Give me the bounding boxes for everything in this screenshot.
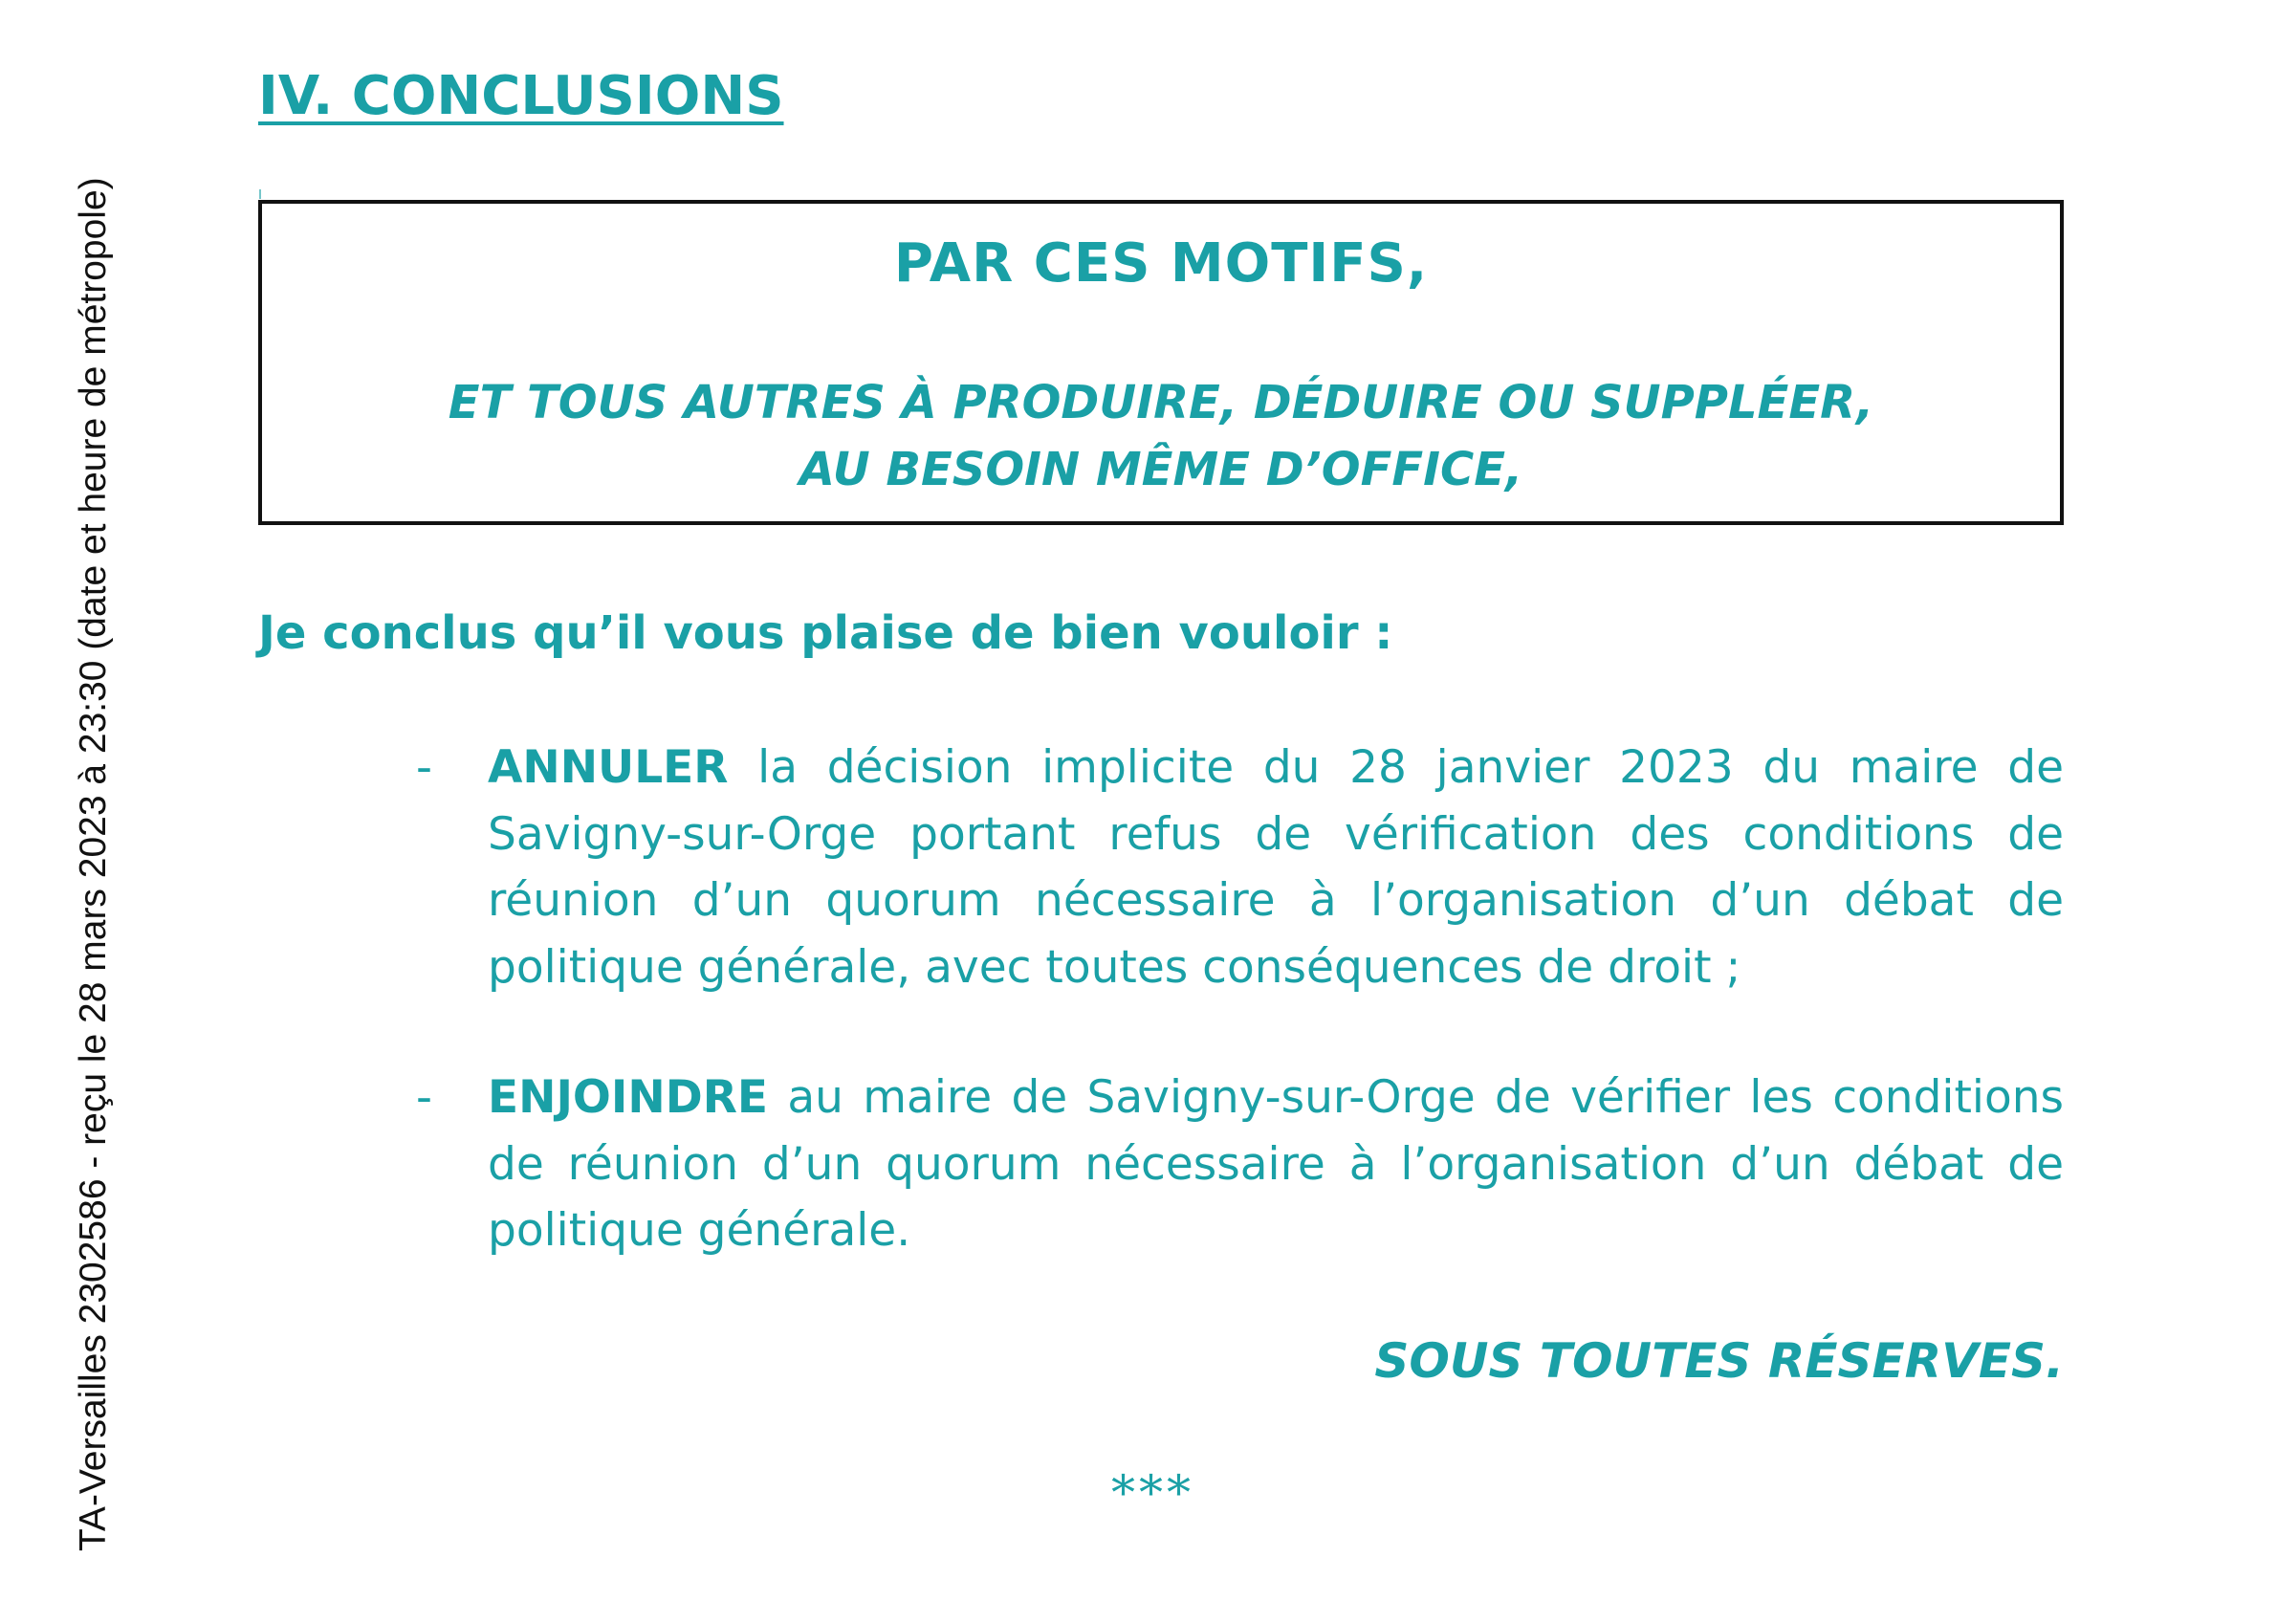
section-title: IV. CONCLUSIONS (258, 65, 784, 127)
motifs-line-2: AU BESOIN MÊME D’OFFICE, (799, 443, 1523, 496)
request-item-annuler (416, 735, 2064, 1000)
reserves-statement: SOUS TOUTES RÉSERVES. (1374, 1333, 2064, 1389)
list-dash: - (416, 1071, 432, 1124)
filing-stamp: TA-Versailles 2302586 - reçu le 28 mars 2023 à 23:30 (date et heure de métropole) (73, 177, 114, 1551)
conclusion-intro: Je conclus qu’il vous plaise de bien vouloir : (258, 606, 1393, 660)
request-verb: ENJOINDRE (488, 1071, 769, 1124)
motifs-heading: PAR CES MOTIFS, (893, 232, 1429, 295)
motifs-line-1: ET TOUS AUTRES À PRODUIRE, DÉDUIRE OU SUPPLÉER, (448, 376, 1874, 429)
motifs-box (258, 200, 2064, 525)
cursor-mark (259, 189, 261, 199)
request-item-enjoindre (416, 1064, 2064, 1264)
list-dash: - (416, 741, 432, 794)
request-text: au maire de Savigny-sur-Orge de vérifier les conditions de réunion d’un quorum nécessaire à l’organisation d’un débat de politique générale. (488, 1071, 2064, 1257)
request-verb: ANNULER (488, 741, 729, 794)
end-separator: *** (1111, 1465, 1194, 1521)
request-text: la décision implicite du 28 janvier 2023 du maire de Savigny-sur-Orge portant refus de vérification des conditions de réunion d’un quorum nécessaire à l’organisation d’un débat de politique générale, avec toutes conséquences de droit ; (488, 741, 2064, 994)
